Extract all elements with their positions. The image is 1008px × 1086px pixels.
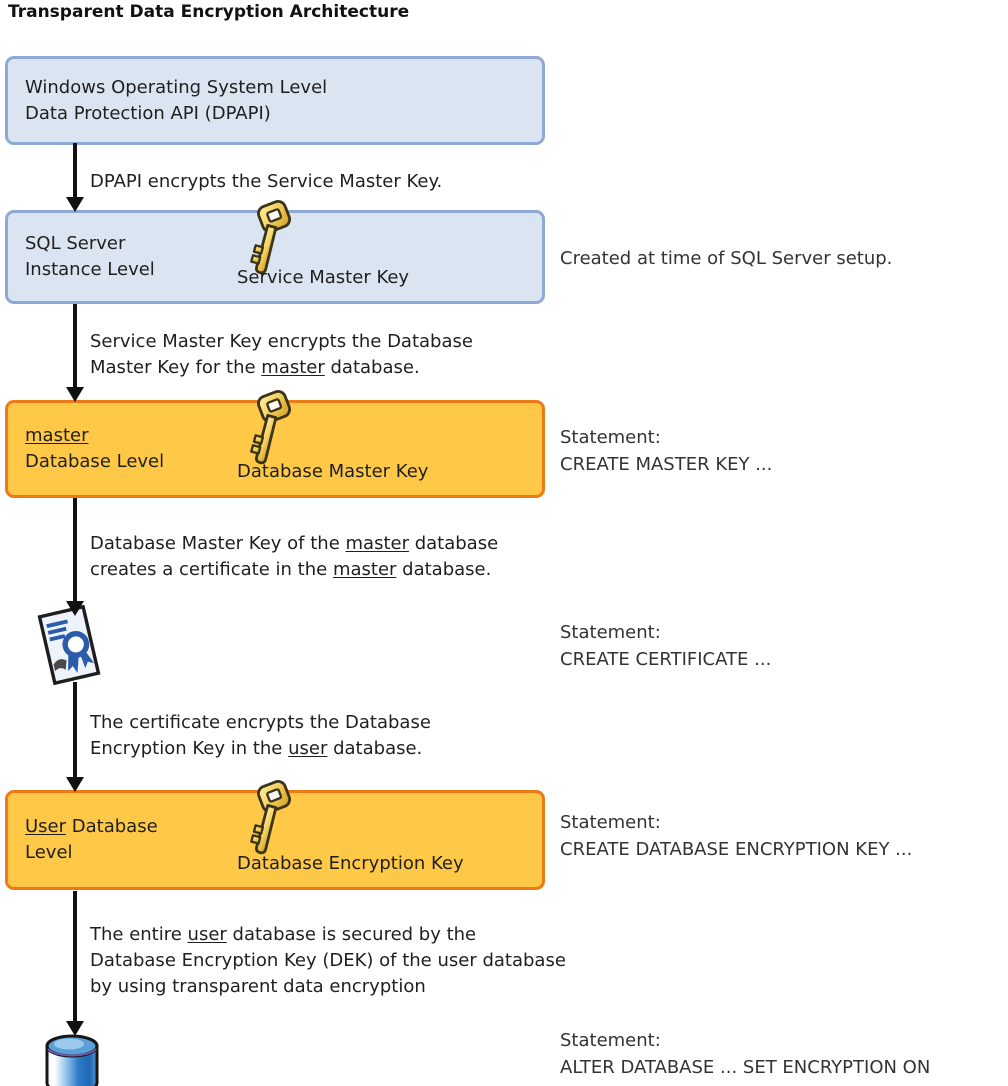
database-encryption-key-label: Database Encryption Key <box>237 853 464 874</box>
arrow-head <box>66 777 84 792</box>
arrow-line <box>73 498 77 603</box>
note-create-database-encryption-key: Statement: CREATE DATABASE ENCRYPTION KEY ... <box>560 812 913 860</box>
note-created-at-setup: Created at time of SQL Server setup. <box>560 248 893 269</box>
box-windows-os-level <box>5 56 545 145</box>
arrow-head <box>66 387 84 402</box>
arrow-line <box>73 682 77 779</box>
arrow-head <box>66 197 84 212</box>
arrow-line <box>73 891 77 1023</box>
arrow-line <box>73 143 77 199</box>
down-arrow-icon <box>66 304 84 402</box>
arrow-label-certificate-encrypts-dek: The certificate encrypts the Database Encryption Key in the user database. <box>90 712 431 759</box>
note-create-certificate: Statement: CREATE CERTIFICATE ... <box>560 622 772 670</box>
box-windows-os-label: Windows Operating System Level Data Protection API (DPAPI) <box>25 76 328 124</box>
key-icon <box>240 386 296 472</box>
box-master-database-label: master Database Level <box>25 425 165 472</box>
arrow-line <box>73 304 77 389</box>
box-sql-instance-label: SQL Server Instance Level <box>25 233 155 280</box>
box-master-database-level <box>5 400 545 498</box>
box-sql-instance-level <box>5 210 545 304</box>
note-alter-database-set-encryption-on: Statement: ALTER DATABASE ... SET ENCRYPTION ON <box>560 1030 931 1078</box>
box-user-database-level <box>5 790 545 890</box>
service-master-key-label: Service Master Key <box>237 267 410 288</box>
arrow-head <box>66 1021 84 1036</box>
key-icon <box>240 776 296 862</box>
arrow-label-dek-secures-database: The entire user database is secured by the Database Encryption Key (DEK) of the user database by using transparent data encryption <box>90 924 566 997</box>
arrow-label-dpapi-encrypts-smk: DPAPI encrypts the Service Master Key. <box>90 171 443 192</box>
box-user-database-label: User Database Level <box>25 816 158 863</box>
database-master-key-label: Database Master Key <box>237 461 429 482</box>
note-create-master-key: Statement: CREATE MASTER KEY ... <box>560 427 773 475</box>
down-arrow-icon <box>66 143 84 212</box>
down-arrow-icon <box>66 498 84 616</box>
diagram-title: Transparent Data Encryption Architecture <box>8 2 410 22</box>
database-cylinder-icon <box>42 1031 102 1086</box>
down-arrow-icon <box>66 682 84 792</box>
arrow-label-dmk-creates-certificate: Database Master Key of the master database creates a certificate in the master database. <box>90 533 499 580</box>
arrow-label-smk-encrypts-dmk: Service Master Key encrypts the Database Master Key for the master database. <box>90 331 473 378</box>
arrow-head <box>66 601 84 616</box>
down-arrow-icon <box>66 891 84 1036</box>
